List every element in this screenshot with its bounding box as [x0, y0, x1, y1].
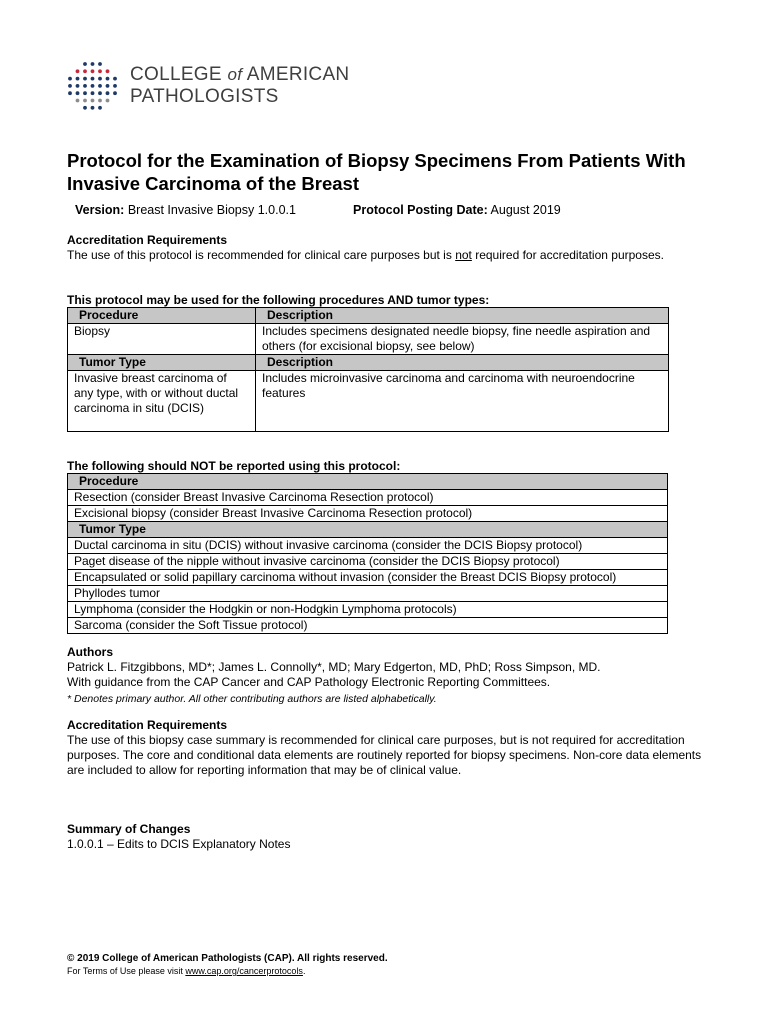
terms-link[interactable]: www.cap.org/cancerprotocols	[185, 966, 303, 976]
table-row: Phyllodes tumor	[68, 586, 668, 602]
cap-logo	[66, 60, 366, 112]
not-reported-table	[67, 473, 668, 634]
author-note: * Denotes primary author. All other contributing authors are listed alphabetically.	[67, 693, 437, 705]
logo-wordmark: COLLEGE of AMERICAN PATHOLOGISTS	[130, 64, 350, 107]
not-reported-intro: The following should NOT be reported using this protocol:	[67, 459, 401, 473]
posting-date: Protocol Posting Date: August 2019	[353, 203, 561, 217]
table-row: Invasive breast carcinoma of any type, with or without ductal carcinoma in situ (DCIS) Includes microinvasive carcinoma and carcinoma with neuroendocrine features	[68, 371, 669, 432]
accreditation-section	[67, 233, 707, 263]
table-row: Biopsy Includes specimens designated needle biopsy, fine needle aspiration and others (for excisional biopsy, see below)	[68, 324, 669, 355]
author-names: Patrick L. Fitzgibbons, MD*; James L. Connolly*, MD; Mary Edgerton, MD, PhD; Ross Simpson, MD.	[67, 660, 601, 674]
procedures-table	[67, 307, 669, 432]
procedures-intro: This protocol may be used for the following procedures AND tumor types:	[67, 293, 490, 307]
section-heading: Accreditation Requirements	[67, 233, 228, 247]
authors-section: Authors Patrick L. Fitzgibbons, MD*; James L. Connolly*, MD; Mary Edgerton, MD, PhD; Ross Simpson, MD. With guidance from the CAP Cancer and CAP Pathology Electronic Reporting Committees. * Denotes primary author. All other contributing authors are listed alphabetically.	[67, 645, 707, 706]
author-guidance: With guidance from the CAP Cancer and CAP Pathology Electronic Reporting Committees.	[67, 675, 551, 689]
accreditation-text: The use of this protocol is recommended for clinical care purposes but is not required for accreditation purposes.	[67, 248, 664, 262]
table-row: Paget disease of the nipple without invasive carcinoma (consider the DCIS Biopsy protocol)	[68, 554, 668, 570]
table-row: Excisional biopsy (consider Breast Invasive Carcinoma Resection protocol)	[68, 506, 668, 522]
table-row: Encapsulated or solid papillary carcinoma without invasion (consider the Breast DCIS Biopsy protocol)	[68, 570, 668, 586]
table-row: Sarcoma (consider the Soft Tissue protocol)	[68, 618, 668, 634]
accreditation-section-2: Accreditation Requirements The use of this biopsy case summary is recommended for clinical care purposes, but is not required for accreditation purposes. The core and conditional data elements are routinely reported for biopsy specimens. Non-core data elements are included to allow for reporting information that may be of clinical value.	[67, 718, 702, 777]
table-row: Lymphoma (consider the Hodgkin or non-Hodgkin Lymphoma protocols)	[68, 602, 668, 618]
table-header-row: Tumor Type Description	[68, 355, 669, 371]
changes-text: 1.0.0.1 – Edits to DCIS Explanatory Notes	[67, 837, 291, 851]
page-title: Protocol for the Examination of Biopsy Specimens From Patients With Invasive Carcinoma of the Breast	[67, 150, 686, 194]
logo-dot-grid-icon	[66, 60, 122, 112]
table-row: Ductal carcinoma in situ (DCIS) without invasive carcinoma (consider the DCIS Biopsy protocol)	[68, 538, 668, 554]
changes-section: Summary of Changes 1.0.0.1 – Edits to DCIS Explanatory Notes	[67, 822, 707, 852]
version-line: Version: Breast Invasive Biopsy 1.0.0.1	[75, 203, 296, 217]
accreditation-text-2: The use of this biopsy case summary is recommended for clinical care purposes, but is not required for accreditation purposes. The core and conditional data elements are routinely reported for biopsy specimens. Non-core data elements are included to allow for reporting information that may be of clinical value.	[67, 733, 702, 777]
table-header-row: Procedure	[68, 474, 668, 490]
table-header-row: Tumor Type	[68, 522, 668, 538]
copyright: © 2019 College of American Pathologists (CAP). All rights reserved.	[67, 953, 388, 964]
table-row: Resection (consider Breast Invasive Carcinoma Resection protocol)	[68, 490, 668, 506]
table-header-row: Procedure Description	[68, 308, 669, 324]
terms-line: For Terms of Use please visit www.cap.org/cancerprotocols.	[67, 966, 306, 976]
